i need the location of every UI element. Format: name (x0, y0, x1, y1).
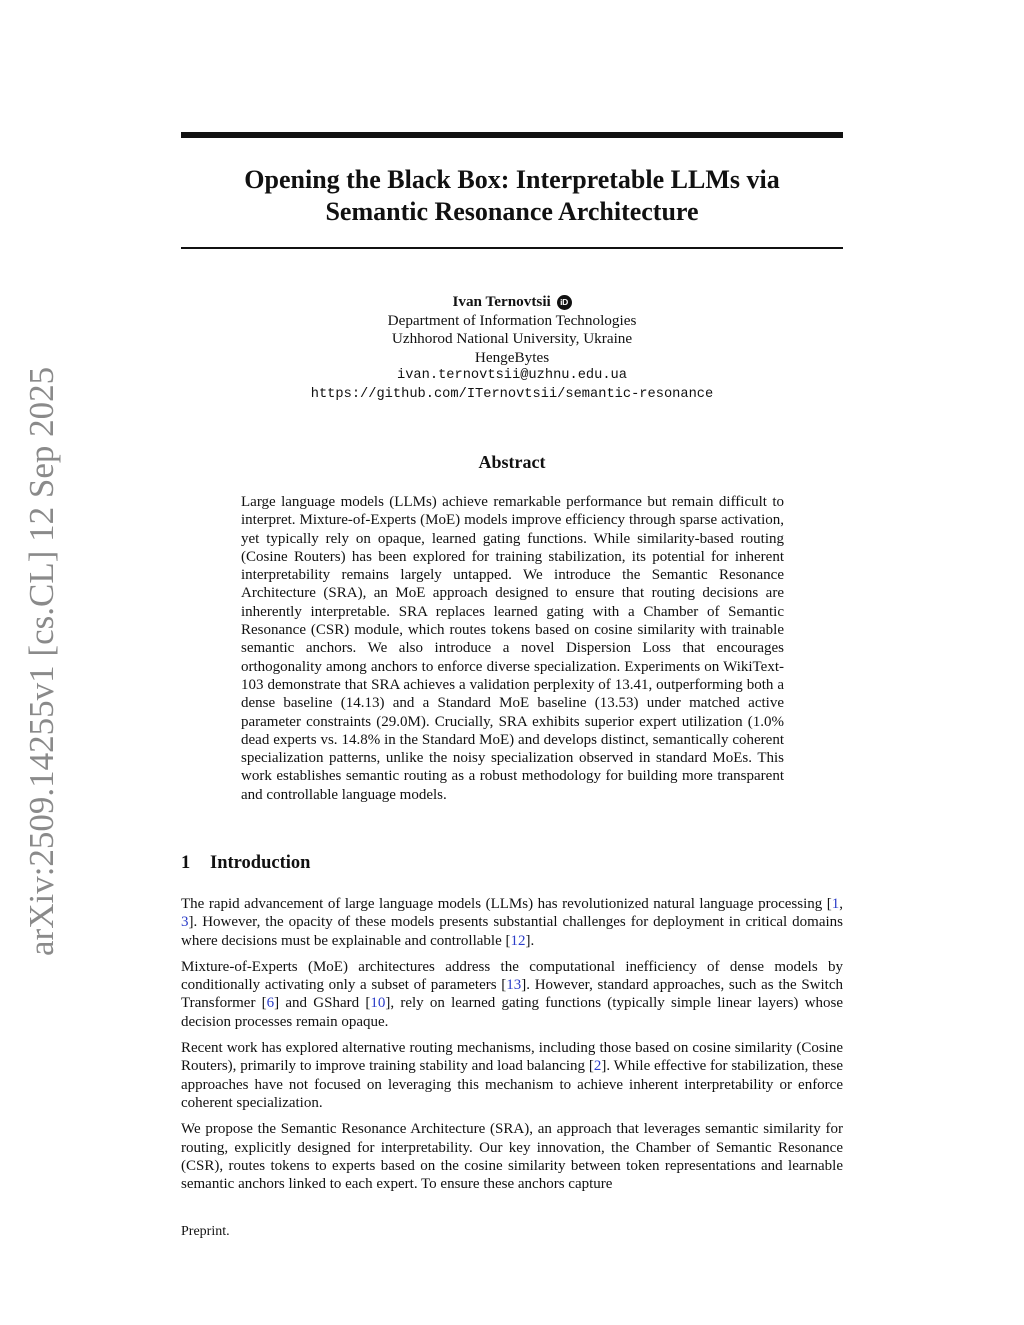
title-top-rule (181, 132, 843, 138)
citation-link[interactable]: 2 (593, 1058, 602, 1075)
footer-note: Preprint. (181, 1224, 230, 1239)
arxiv-identifier-stamp: arXiv:2509.14255v1 [cs.CL] 12 Sep 2025 (22, 366, 61, 956)
citation-link[interactable]: 3 (181, 914, 189, 931)
paragraph: Mixture-of-Experts (MoE) architectures address the computational inefficiency of dense models by conditionally activating only a subset of parameters [13]. However, standard approaches, such as the Switch Transformer [6] and GShard [10], rely on learned gating functions (typically simple linear layers) whose decision processes remain opaque. (181, 958, 843, 1030)
paragraph: The rapid advancement of large language models (LLMs) has revolutionized natural language processing [1, 3]. However, the opacity of these models presents substantial challenges for deployment in critical domains where decisions must be explainable and controllable [12]. (181, 896, 843, 949)
orcid-icon[interactable]: iD (557, 295, 572, 310)
paper-title-line-1: Opening the Black Box: Interpretable LLMs via (244, 165, 780, 194)
introduction-body (181, 895, 843, 1201)
section-title: Introduction (210, 853, 311, 873)
section-heading-introduction (181, 853, 310, 874)
abstract-heading: Abstract (478, 452, 546, 472)
project-url[interactable]: https://github.com/ITernovtsii/semantic-resonance (310, 386, 714, 402)
citation-link[interactable]: 13 (506, 977, 522, 994)
author-university: Uzhhorod National University, Ukraine (391, 330, 633, 347)
citation-link[interactable]: 12 (510, 932, 526, 949)
paragraph: Recent work has explored alternative routing mechanisms, including those based on cosine similarity (Cosine Routers), primarily to improve training stability and load balancing [2]. While effective for stabilization, these approaches have not focused on leveraging this mechanism to achieve inherent interpretability or enforce coherent specialization. (181, 1040, 843, 1111)
paper-title (181, 164, 843, 228)
citation-link[interactable]: 10 (370, 995, 386, 1012)
title-bottom-rule (181, 247, 843, 249)
section-number: 1 (181, 853, 191, 873)
author-email[interactable]: ivan.ternovtsii@uzhnu.edu.ua (397, 368, 627, 383)
paragraph: We propose the Semantic Resonance Architecture (SRA), an approach that leverages semantic similarity for routing, explicitly designed for interpretability. Our key innovation, the Chamber of Semantic Resonance (CSR), routes tokens to experts based on the cosine similarity between token representations and learnable semantic anchors linked to each expert. To ensure these anchors capture (181, 1121, 843, 1193)
author-name: Ivan Ternovtsii (452, 293, 551, 310)
paper-title-line-2: Semantic Resonance Architecture (325, 197, 699, 226)
author-department: Department of Information Technologies (387, 311, 637, 329)
citation-link[interactable]: 1 (831, 896, 840, 912)
citation-link[interactable]: 6 (266, 995, 275, 1012)
abstract-text: Large language models (LLMs) achieve remarkable performance but remain difficult to interpret. Mixture-of-Experts (MoE) models improve efficiency through sparse activation, yet typically rely on opaque, learned gating functions. While similarity-based routing (Cosine Routers) has been explored for training stabilization, its potential for inherent interpretability remains largely untapped. We introduce the Semantic Resonance Architecture (SRA), an MoE approach designed to ensure that routing decisions are inherently interpretable. SRA replaces learned gating with a Chamber of Semantic Resonance (CSR) module, which routes tokens based on cosine similarity with trainable semantic anchors. We also introduce a novel Dispersion Loss that encourages orthogonality among anchors to enforce diverse specialization. Experiments on WikiText-103 demonstrate that SRA achieves a validation perplexity of 13.41, outperforming both a dense baseline (14.13) and a Standard MoE baseline (13.53) under matched active parameter constraints (29.0M). Crucially, SRA exhibits superior expert utilization (1.0% dead experts vs. 14.8% in the Standard MoE) and develops distinct, semantically coherent specialization patterns, unlike the noisy specialization observed in standard MoEs. This work establishes semantic routing as a robust methodology for building more transparent and controllable language models. (241, 494, 784, 803)
author-block (181, 293, 843, 404)
author-company: HengeBytes (474, 348, 550, 366)
